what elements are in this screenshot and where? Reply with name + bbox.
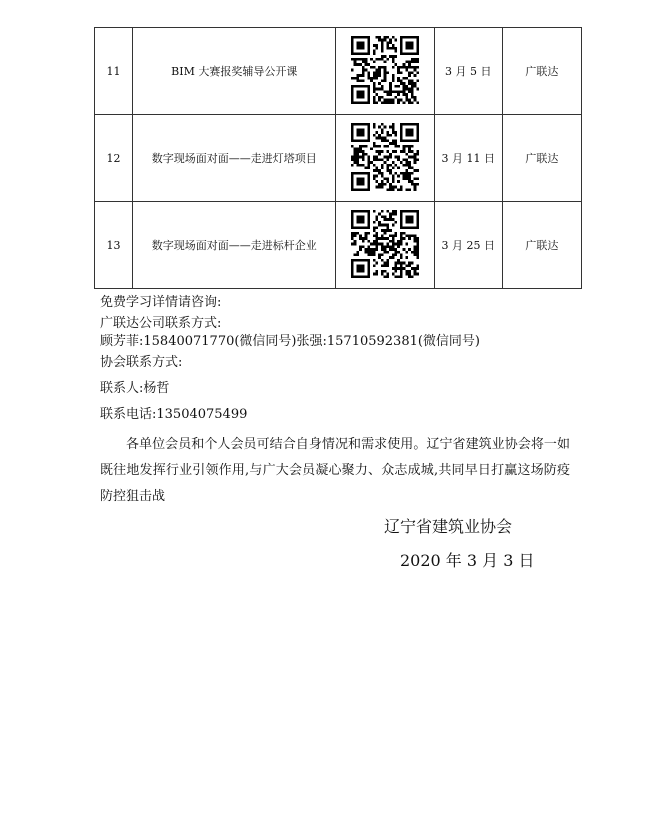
course-date: 3 月 5 日 — [434, 28, 502, 115]
course-table — [94, 27, 582, 289]
qr-code-icon[interactable] — [351, 210, 419, 278]
row-number: 13 — [95, 202, 133, 289]
association-contact-heading: 协会联系方式: — [100, 355, 183, 370]
qr-cell — [336, 202, 434, 289]
qr-code-icon[interactable] — [351, 36, 419, 104]
course-date: 3 月 11 日 — [434, 115, 502, 202]
course-organizer: 广联达 — [502, 202, 581, 289]
qr-cell — [336, 115, 434, 202]
table-row — [95, 115, 582, 202]
association-contact-person: 联系人:杨哲 — [100, 381, 170, 396]
association-contact-phone: 联系电话:13504075499 — [100, 407, 248, 422]
course-title: 数字现场面对面——走进标杆企业 — [133, 202, 336, 289]
free-study-line: 免费学习详情请咨询: — [100, 295, 222, 310]
signature-organization: 辽宁省建筑业协会 — [384, 517, 513, 536]
course-title: BIM 大赛报奖辅导公开课 — [133, 28, 336, 115]
course-date: 3 月 25 日 — [434, 202, 502, 289]
course-title: 数字现场面对面——走进灯塔项目 — [133, 115, 336, 202]
closing-paragraph: 各单位会员和个人会员可结合自身情况和需求使用。辽宁省建筑业协会将一如既往地发挥行业引领作用,与广大会员凝心聚力、众志成城,共同早日打赢这场防疫防控狙击战 — [100, 437, 570, 504]
company-contact-heading: 广联达公司联系方式: — [100, 316, 222, 331]
row-number: 11 — [95, 28, 133, 115]
row-number: 12 — [95, 115, 133, 202]
company-contact-phones: 顾芳菲:15840071770(微信同号)张强:15710592381(微信同号) — [100, 334, 481, 349]
qr-cell — [336, 28, 434, 115]
qr-code-icon[interactable] — [351, 123, 419, 191]
course-organizer: 广联达 — [502, 28, 581, 115]
table-row — [95, 202, 582, 289]
course-organizer: 广联达 — [502, 115, 581, 202]
table-row — [95, 28, 582, 115]
signature-date: 2020 年 3 月 3 日 — [400, 551, 535, 570]
